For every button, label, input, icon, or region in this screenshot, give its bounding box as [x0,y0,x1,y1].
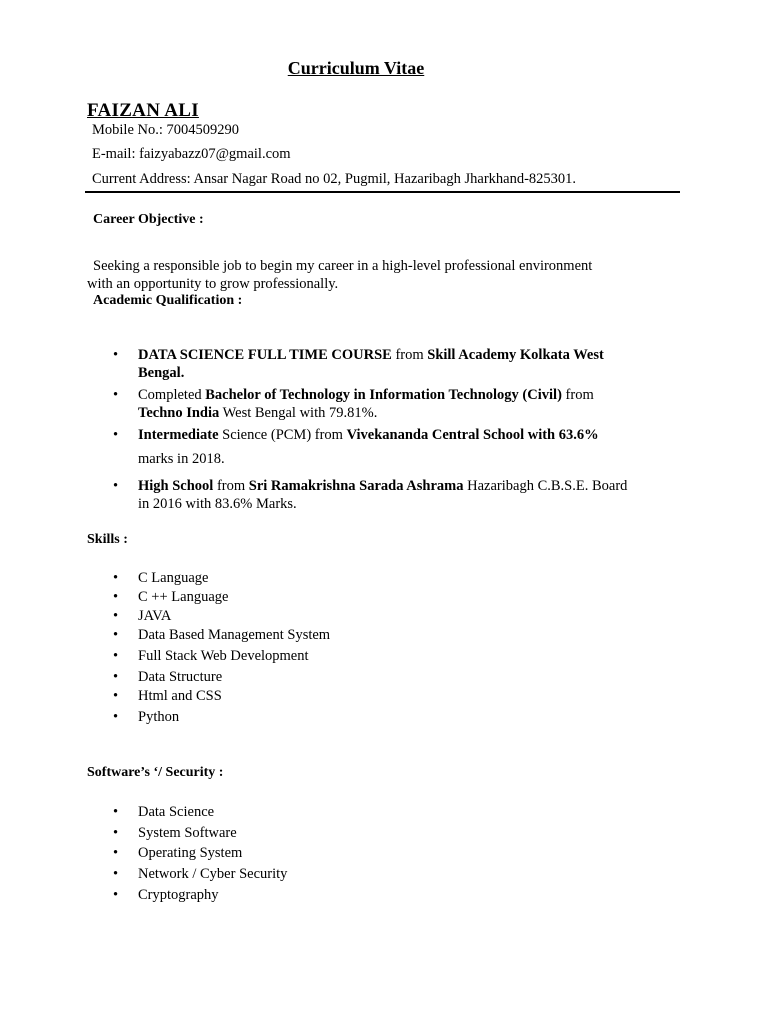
qualification-name: Intermediate [138,427,219,443]
bullet-icon: • [113,589,119,605]
text-segment: marks in 2018. [138,451,225,467]
degree-name: Bachelor of Technology in Information Technology (Civil) [205,387,562,403]
bullet-icon: • [113,804,119,820]
bullet-icon: • [113,709,119,725]
skill-item: C ++ Language [138,589,229,605]
mobile-number: Mobile No.: 7004509290 [92,122,240,138]
text-segment: Science (PCM) from [218,427,347,443]
text-segment: in 2016 with 83.6% Marks. [138,496,297,512]
qualification-name: High School [138,478,214,494]
document-title: Curriculum Vitae [287,58,425,78]
bullet-icon: • [113,427,119,443]
skill-item: Full Stack Web Development [138,648,309,664]
header-divider [85,191,680,193]
institution-name: Vivekananda Central School with 63.6% [346,427,599,443]
skill-item: Data Structure [138,669,223,685]
academic-qualification-heading: Academic Qualification : [93,293,243,308]
bullet-icon: • [113,347,119,363]
bullet-icon: • [113,688,119,704]
skill-item: Data Based Management System [138,627,331,643]
skill-item: Html and CSS [138,688,222,704]
software-item: Operating System [138,845,243,861]
bullet-icon: • [113,825,119,841]
software-item: System Software [138,825,237,841]
software-item: Data Science [138,804,215,820]
candidate-name: FAIZAN ALI [87,100,199,121]
bullet-icon: • [113,608,119,624]
bullet-icon: • [113,627,119,643]
skill-item: Python [138,709,180,725]
institution-name: Skill Academy Kolkata West [427,347,604,363]
current-address: Current Address: Ansar Nagar Road no 02, Pugmil, Hazaribagh Jharkhand-825301. [92,171,577,187]
software-security-heading: Software’s ‘/ Security : [87,765,224,780]
skill-item: JAVA [138,608,172,624]
career-objective-line-2: with an opportunity to grow professionally. [87,276,339,292]
career-objective-text [87,257,647,293]
institution-name: Sri Ramakrishna Sarada Ashrama [248,478,464,494]
text-segment: Completed [138,387,206,403]
bullet-icon: • [113,478,119,494]
institution-location: Bengal. [138,365,185,381]
skills-heading: Skills : [87,532,128,547]
bullet-icon: • [113,887,119,903]
text-segment: Hazaribagh C.B.S.E. Board [463,478,628,494]
software-item: Cryptography [138,887,219,903]
bullet-icon: • [113,387,119,403]
text-segment: from [391,347,428,363]
bullet-icon: • [113,845,119,861]
institution-name: Techno India [138,405,220,421]
career-objective-heading: Career Objective : [93,212,204,227]
software-item: Network / Cyber Security [138,866,288,882]
bullet-icon: • [113,570,119,586]
bullet-icon: • [113,866,119,882]
skill-item: C Language [138,570,209,586]
bullet-icon: • [113,648,119,664]
course-name: DATA SCIENCE FULL TIME COURSE [138,347,392,363]
text-segment: from [213,478,249,494]
email-address: E-mail: faizyabazz07@gmail.com [92,146,291,162]
bullet-icon: • [113,669,119,685]
career-objective-line-1: Seeking a responsible job to begin my career in a high-level professional environment [93,258,593,274]
text-segment: West Bengal with 79.81%. [219,405,378,421]
text-segment: from [561,387,594,403]
